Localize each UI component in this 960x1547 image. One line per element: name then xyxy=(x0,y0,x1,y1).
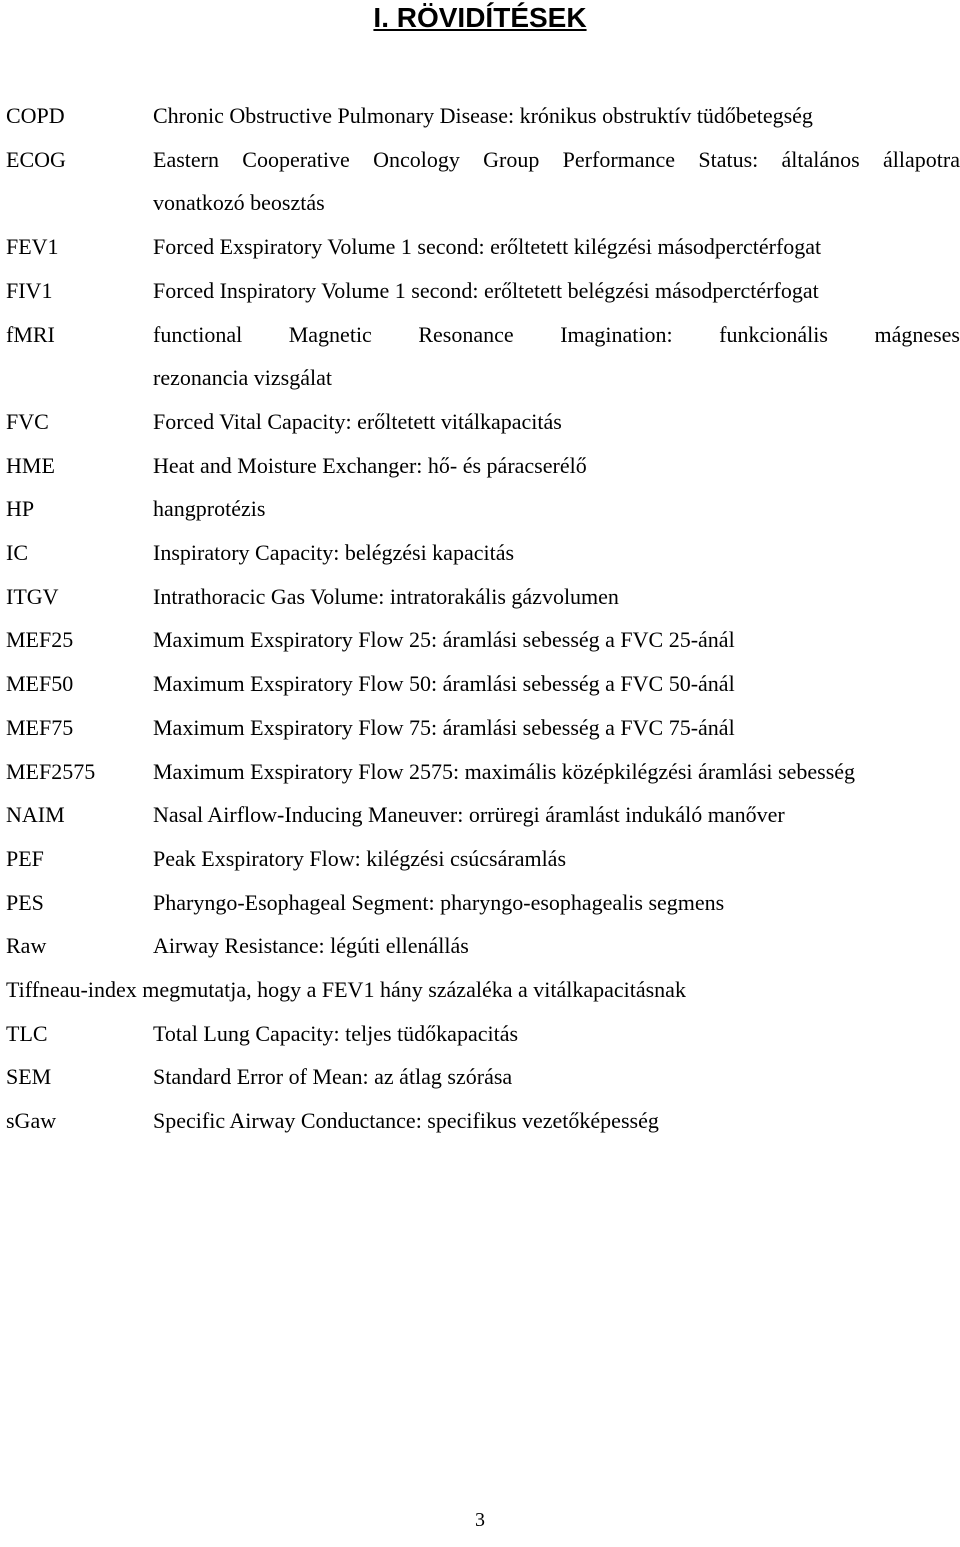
abbreviation-definition: vonatkozó beosztás xyxy=(153,190,325,216)
abbreviation-definition: Eastern Cooperative Oncology Group Performance Status: általános állapotra xyxy=(153,146,960,172)
abbreviation-row xyxy=(6,793,960,837)
abbreviation-definition: Maximum Exspiratory Flow 25: áramlási sebesség a FVC 25-ánál xyxy=(153,627,735,653)
abbreviation-definition: Maximum Exspiratory Flow 50: áramlási sebesség a FVC 50-ánál xyxy=(153,671,735,697)
abbreviation-definition: Standard Error of Mean: az átlag szórása xyxy=(153,1064,513,1090)
abbreviation-definition: Specific Airway Conductance: specifikus vezetőképesség xyxy=(153,1108,659,1134)
abbreviation-definition: Maximum Exspiratory Flow 2575: maximális középkilégzési áramlási sebesség xyxy=(153,758,856,784)
abbreviation-definition: Airway Resistance: légúti ellenállás xyxy=(153,933,469,959)
abbreviation-definition: functional Magnetic Resonance Imagination: funkcionális mágneses xyxy=(153,321,960,347)
abbreviation-row xyxy=(6,662,960,706)
abbreviation-term: MEF50 xyxy=(6,671,74,697)
page-title: I. RÖVIDÍTÉSEK xyxy=(373,2,587,33)
abbreviation-term: COPD xyxy=(6,103,65,128)
abbreviation-term: MEF2575 xyxy=(6,758,96,784)
abbreviation-definition: Forced Vital Capacity: erőltetett vitálkapacitás xyxy=(153,408,562,434)
abbreviation-term: PES xyxy=(6,889,44,915)
abbreviation-row xyxy=(6,1055,960,1099)
abbreviation-row xyxy=(6,750,960,794)
abbreviation-term: TLC xyxy=(6,1020,48,1046)
abbreviation-definition: Total Lung Capacity: teljes tüdőkapacitás xyxy=(153,1020,519,1046)
abbreviation-definition: Nasal Airflow-Inducing Maneuver: orrüregi áramlást indukáló manőver xyxy=(153,802,785,828)
abbreviation-row xyxy=(6,444,960,488)
abbreviation-term: IC xyxy=(6,540,28,566)
abbreviation-row xyxy=(6,531,960,575)
abbreviation-definition: Chronic Obstructive Pulmonary Disease: krónikus obstruktív tüdőbetegség xyxy=(153,103,813,128)
abbreviation-row xyxy=(6,138,960,182)
abbreviation-row xyxy=(6,225,960,269)
abbreviation-definition: Heat and Moisture Exchanger: hő- és páracserélő xyxy=(153,452,587,478)
abbreviation-row xyxy=(6,924,960,968)
abbreviation-term: fMRI xyxy=(6,321,55,347)
abbreviation-row xyxy=(6,400,960,444)
abbreviation-term: ITGV xyxy=(6,583,59,609)
abbreviation-term: HP xyxy=(6,496,35,522)
abbreviation-term: HME xyxy=(6,452,55,478)
abbreviation-definition: Peak Exspiratory Flow: kilégzési csúcsáramlás xyxy=(153,845,567,871)
abbreviation-term: ECOG xyxy=(6,146,66,172)
abbreviation-term: PEF xyxy=(6,845,44,871)
abbreviation-term: FIV1 xyxy=(6,277,53,303)
abbreviation-term xyxy=(6,356,153,400)
abbreviation-definition: Intrathoracic Gas Volume: intratorakális gázvolumen xyxy=(153,583,619,609)
abbreviation-row xyxy=(6,269,960,313)
abbreviation-list xyxy=(6,94,960,1143)
abbreviation-term: sGaw xyxy=(6,1108,57,1134)
abbreviation-definition: rezonancia vizsgálat xyxy=(153,365,332,391)
abbreviation-definition: Inspiratory Capacity: belégzési kapacitás xyxy=(153,540,515,566)
abbreviation-row xyxy=(6,618,960,662)
abbreviation-row xyxy=(6,1012,960,1056)
abbreviation-term: Raw xyxy=(6,933,47,959)
abbreviation-row xyxy=(6,575,960,619)
abbreviation-definition: hangprotézis xyxy=(153,496,266,522)
page-number: 3 xyxy=(475,1509,485,1531)
abbreviation-definition: Maximum Exspiratory Flow 75: áramlási sebesség a FVC 75-ánál xyxy=(153,714,735,740)
abbreviation-row-continuation xyxy=(6,181,960,225)
abbreviation-row xyxy=(6,313,960,357)
tiffneau-index-line: Tiffneau-index megmutatja, hogy a FEV1 hány százaléka a vitálkapacitásnak xyxy=(6,977,686,1003)
abbreviation-definition: Forced Inspiratory Volume 1 second: erőltetett belégzési másodperctérfogat xyxy=(153,277,819,303)
abbreviation-term xyxy=(6,181,153,225)
abbreviation-term: FVC xyxy=(6,408,49,434)
abbreviation-term: NAIM xyxy=(6,802,65,828)
abbreviation-row xyxy=(6,706,960,750)
abbreviation-row xyxy=(6,487,960,531)
abbreviation-row-continuation xyxy=(6,356,960,400)
abbreviation-term: FEV1 xyxy=(6,234,59,260)
abbreviation-definition: Pharyngo-Esophageal Segment: pharyngo-esophagealis segmens xyxy=(153,889,725,915)
abbreviation-term: MEF75 xyxy=(6,714,74,740)
abbreviation-definition: Forced Exspiratory Volume 1 second: erőltetett kilégzési másodperctérfogat xyxy=(153,234,822,260)
abbreviation-term: SEM xyxy=(6,1064,52,1090)
abbreviation-row xyxy=(6,94,960,138)
abbreviation-row xyxy=(6,1099,960,1143)
abbreviation-row xyxy=(6,837,960,881)
abbreviation-row xyxy=(6,881,960,925)
abbreviation-term: MEF25 xyxy=(6,627,74,653)
